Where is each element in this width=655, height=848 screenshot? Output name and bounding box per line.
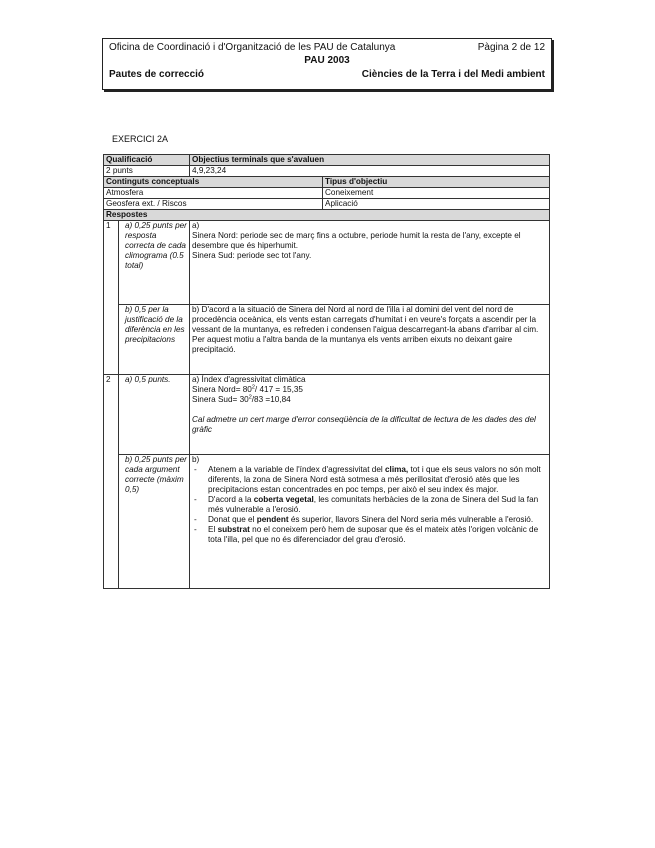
answer-label: b) [192, 455, 200, 464]
list-item: - El substrat no el coneixem però hem de suposar que és el mateix atès l'origen volcànic de tota l'illa, pel que no és diferenciador del grau d'erosió. [208, 525, 547, 545]
answer-title: a) Índex d'agressivitat climàtica [192, 375, 306, 384]
tipus-cell: Coneixement [323, 188, 550, 199]
page-header [102, 38, 552, 90]
criteria-cell: a) 0,25 punts per resposta correcta de cada climograma (0.5 total) [119, 221, 190, 305]
office-name: Oficina de Coordinació i d'Organització de les PAU de Catalunya [109, 42, 396, 53]
formula-sud: Sinera $Sud= 30^2/83 =10,84$ [192, 394, 291, 404]
criteria-cell: b) 0,5 per la justificació de la diferència en les precipitacions [119, 305, 190, 375]
document-type: Pautes de correcció [109, 69, 205, 80]
list-item: - Donat que el pendent és superior, llavors Sinera del Nord seria més vulnerable a l'erosió. [208, 515, 547, 525]
grading-table [103, 154, 550, 589]
question-number: 2 [104, 375, 119, 589]
subject-name: Ciències de la Terra i del Medi ambient [361, 69, 545, 80]
answer-cell [190, 375, 550, 455]
qualificacio-header: Qualificació [104, 155, 190, 166]
respostes-header: Respostes [104, 210, 550, 221]
exercise-title: EXERCICI 2A [112, 134, 169, 144]
contingut-cell: Geosfera ext. / Riscos [104, 199, 323, 210]
criteria-cell: b) 0,25 punts per cada argument correcte (màxim 0,5) [119, 455, 190, 589]
criteria-cell: a) 0,5 punts. [119, 375, 190, 455]
argument-list [192, 465, 547, 545]
question-number: 1 [104, 221, 119, 375]
continguts-header: Continguts conceptuals [104, 177, 323, 188]
tipus-cell: Aplicació [323, 199, 550, 210]
exam-title: PAU 2003 [304, 55, 350, 66]
objectius-cell: 4,9,23,24 [190, 166, 550, 177]
answer-text: b) D'acord a la situació de Sinera del Nord al nord de l'illa i al domini del vent del nord de procedència oceànica, els vents estan carregats d'humitat i en veure's forçats a ascendir per la vessant de la muntanya, es refreden i condensen l'aigua descarregant-la abans d'arribar al cim. Per aquest motiu a l'altra banda de la muntanya els vents arriben eixuts no deixant gaire precipitació. [190, 305, 550, 375]
list-item: - Atenem a la variable de l'índex d'agressivitat del clima, tot i que els seus valors no són molt diferents, la zona de Sinera Nord està sotmesa a més perillositat d'erosió atès que les precipitacions estan concentrades en poc temps, per això el seu index és major. [208, 465, 547, 495]
answer-text: Sinera Nord: periode sec de març fins a octubre, periode humit la resta de l'any, excepte el desembre que és hiperhumit. [192, 231, 521, 250]
contingut-cell: Atmosfera [104, 188, 323, 199]
answer-cell [190, 221, 550, 305]
page-number: Pàgina 2 de 12 [477, 42, 545, 53]
answer-note: Cal admetre un cert marge d'error conseqüència de la dificultat de lectura de les dades des del gràfic [192, 415, 536, 434]
answer-text: Sinera Sud: periode sec tot l'any. [192, 251, 312, 260]
objectius-header: Objectius terminals que s'avaluen [190, 155, 550, 166]
answer-label: a) [192, 221, 200, 230]
answer-cell [190, 455, 550, 589]
tipus-header: Tipus d'objectiu [323, 177, 550, 188]
punts-cell: 2 punts [104, 166, 190, 177]
list-item: - D'acord a la coberta vegetal, les comunitats herbàcies de la zona de Sinera del Sud la fan més vulnerable a l'erosió. [208, 495, 547, 515]
formula-nord: Sinera Nord= $80^2/$ 417 = 15,35 [192, 384, 303, 394]
